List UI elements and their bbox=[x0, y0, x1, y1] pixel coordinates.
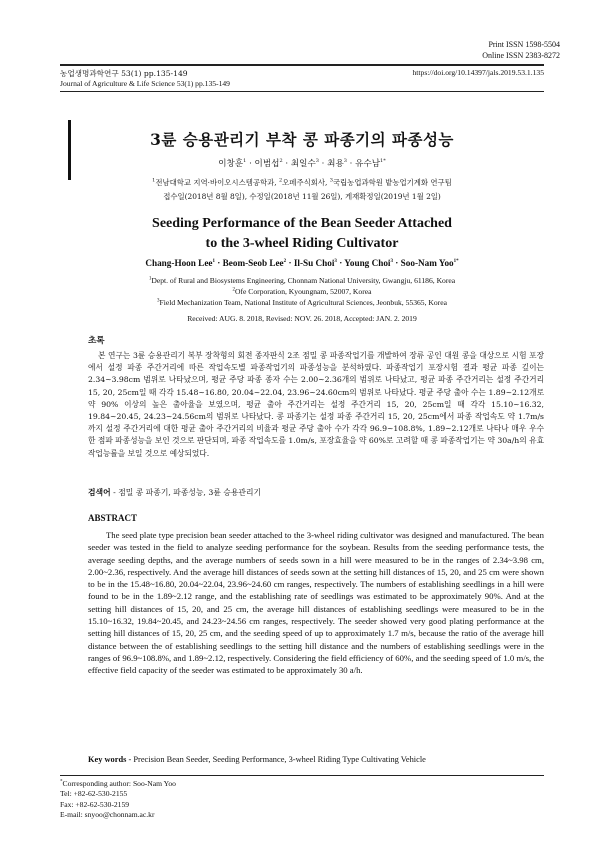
received-en: Received: AUG. 8. 2018, Revised: NOV. 26. 2018, Accepted: JAN. 2. 2019 bbox=[187, 314, 417, 323]
header-rule bbox=[60, 64, 544, 66]
abstract-en-heading: ABSTRACT bbox=[88, 513, 138, 523]
header-rule-bottom bbox=[60, 91, 544, 92]
authors-en: Chang-Hoon Lee$^1$ · Beom-Seob Lee$^2$ · Il-Su Choi$^3$ · Young Choi$^3$ · Soo-Nam Yoo$^{1*}$ bbox=[145, 258, 459, 268]
footnote-email[interactable]: E-mail: snyoo@chonnam.ac.kr bbox=[60, 810, 155, 820]
title-en-line1: Seeding Performance of the Bean Seeder Attached bbox=[152, 216, 452, 231]
doi-link[interactable]: https://doi.org/10.14397/jals.2019.53.1.135 bbox=[412, 68, 544, 77]
title-ko: 3륜 승용관리기 부착 콩 파종기의 파종성능 bbox=[150, 130, 454, 149]
footnote-fax: Fax: +82-62-530-2159 bbox=[60, 799, 130, 809]
affiliation-ko: $^1$전남대학교 지역·바이오시스템공학과, $^2$오페주식회사, $^3$국립농업과학원 밭농업기계화 연구팀 bbox=[152, 177, 452, 187]
journal-ko: 농업생명과학연구 53(1) pp.135-149 bbox=[60, 69, 188, 78]
received-ko: 접수일(2018년 8월 8일), 수정일(2018년 11월 26일), 게재확정일(2019년 1월 2일) bbox=[163, 192, 441, 201]
footnote-tel: Tel: +82-62-530-2155 bbox=[60, 789, 128, 799]
authors-ko: 이창훈$^1$ · 이범섭$^2$ · 최일수$^3$ · 최용$^3$ · 유수남$^{1*}$ bbox=[218, 158, 386, 169]
abstract-ko-heading: 초록 bbox=[88, 336, 105, 346]
abstract-en: The seed plate type precision bean seeder attached to the 3-wheel riding cultivator was designed and manufactured. The bean seeder was tested in the field to analyze seeding performance for the soybean. Results from the seeding performance tests, the average seeding depths, and the average numbers of seeds sown in a hill were measured to be in the ranges of 2.34~3.98 cm, 2.00~2.36, respectively. And the average hill distances of seeds sown at the setting hill distances of 15, 20, and 25 cm were shown to be in the 15.48~16.80, 20.04~22.04, 23.96~24.60 cm ranges, respectively. The numbers of establishing seedlings in a hill were found to be in the 1.89~2.12 range, and the establishing rate of seedlings was estimated to be approximately 90%. And at the setting hill distances of 15, 20, and 25 cm, the average hill distances of establishing seedlings were measured to be in the 15.10~16.32, 19.84~20.45, and 24.23~24.56 cm ranges, respectively. The seeder showed very good plating performance at the setting hill distances of 15, 20, 25 cm, and the seeding speed of up to approximately 1.7 m/s, because the ratio of the average hill distance between the of establishing seedlings to the setting hill distance and the numbers of establishing seedlings were in the ranges of 96.9~108.8%, and 1.89~2.12, respectively. Considering the field efficiency of 60%, and the seeding speed of 1.0 m/s, the effective field capacity of the seeder was estimated to be approximately 30 a/h. bbox=[88, 530, 544, 676]
footnote bbox=[60, 779, 176, 821]
keywords-en: Key words - Precision Bean Seeder, Seeding Performance, 3-wheel Riding Type Cultivating Vehicle bbox=[88, 755, 426, 764]
affiliation-en: $^1$Dept. of Rural and Biosystems Engineering, Chonnam National University, Gwangju, 61186, Korea $^2$Ofe Corporation, Kyoungnam, 52007, Korea $^3$Field Mechanization Team, National Institute of Agricultural Sciences, Jeonbuk, 55365, Korea bbox=[148, 276, 456, 307]
corresponding-author: *Corresponding author: Soo-Nam Yoo bbox=[60, 779, 176, 788]
title-en-line2: to the 3-wheel Riding Cultivator bbox=[205, 236, 399, 251]
footnote-rule bbox=[60, 775, 544, 776]
journal-en: Journal of Agriculture & Life Science 53(1) pp.135-149 bbox=[60, 79, 230, 88]
online-issn: Online ISSN 2383-8272 bbox=[482, 51, 560, 60]
abstract-ko: 본 연구는 3륜 승용관리기 복부 장착형의 회전 종자판식 2조 점밀 콩 파종작업기를 개발하여 장류 공인 대원 콩을 대상으로 시험 포장에서 설정 파종 주간거리에 따른 작업속도별 파종작업기의 파종성능을 분석하였다. 파종작업기 포장시험 결과 평균 파종 깊이는 2.34~3.98cm 범위로 나타났으며, 평균 주당 파종 종자 수는 2.00~2.36개의 범위로 나타났고, 평균 파종 주간거리는 설정 주간거리 15, 20, 25cm일 때 각각 15.48~16.80, 20.04~22.04, 23.96~24.60cm의 범위로 나타났다. 평균 주당 출아 수는 1.89~2.12개로 약 90% 이상의 높은 출아율을 보였으며, 평균 출아 주간거리는 설정 주간거리 15, 20, 25cm일 때 각각 15.10~16.32, 19.84~20.45, 24.23~24.56cm의 범위로 나타났다. 콩 파종기는 설정 파종 주간거리 15, 20, 25cm에서 파종 작업속도 약 1.7m/s까지 설정 주간거리에 대한 평균 출아 주간거리의 비율과 평균 주당 출아 수가 각각 96.9~108.8%, 1.89~2.12개로 나타나 매우 우수한 점파 파종성능을 보인 것으로 판단되며, 파종 작업속도를 1.0m/s, 포장효율을 약 60%로 고려할 때 콩 파종작업기는 약 30a/h의 유효작업능률을 보일 것으로 예상되었다. bbox=[88, 351, 544, 458]
print-issn: Print ISSN 1598-5504 bbox=[488, 40, 560, 49]
keywords-ko: 검색어 - 점밀 콩 파종기, 파종성능, 3륜 승용관리기 bbox=[88, 488, 262, 497]
